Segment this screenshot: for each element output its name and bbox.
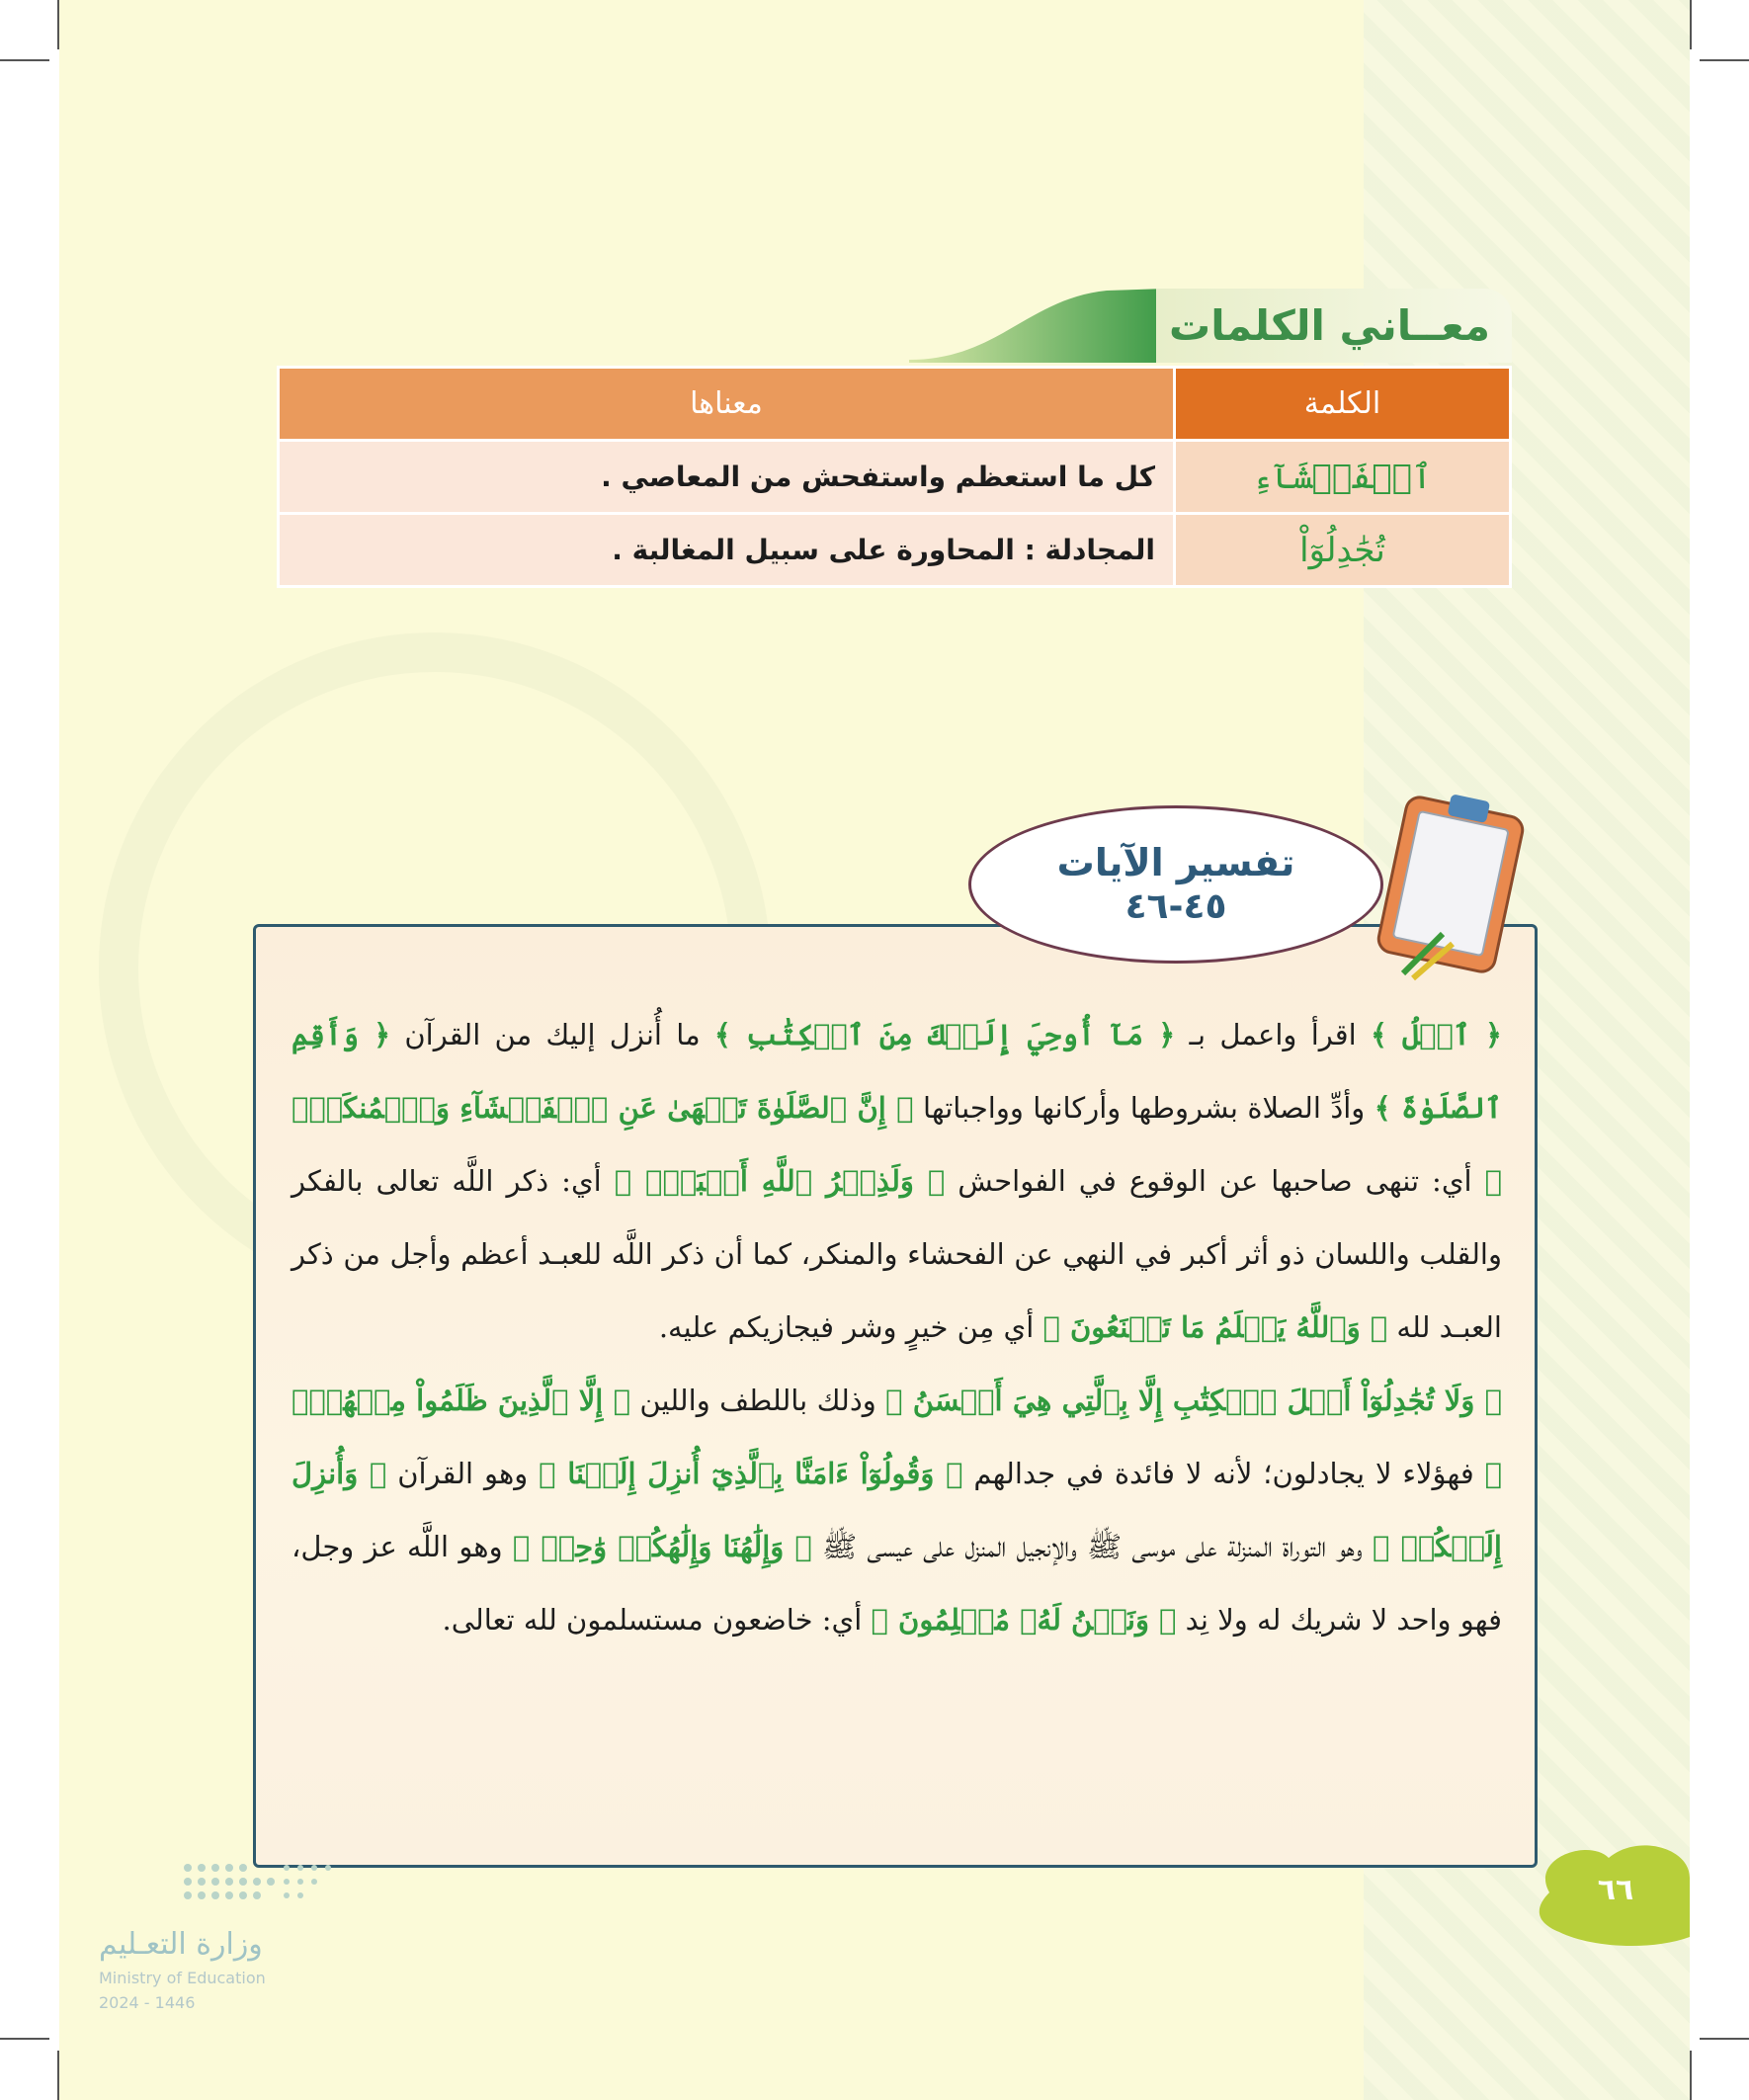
verse: ﴿ مَآ أُوحِيَ إِلَيۡكَ مِنَ ٱلۡكِتَٰبِ ﴾ <box>713 1018 1176 1051</box>
verse: ﴿ إِنَّ ٱلصَّلَوٰةَ تَنۡهَىٰ عَنِ ٱلۡفَحۡشَآءِ وَٱلۡمُنكَرِۗ ﴾ <box>292 1091 1503 1198</box>
meanings-table <box>277 366 1512 588</box>
verse: ﴿ وَأَقِمِ ٱلصَّلَوٰةَ ﴾ <box>292 1018 1502 1125</box>
ministry-logo-icon <box>178 1858 356 1907</box>
explanation: أي: ذكر اللَّه تعالى بالفكر والقلب واللسان ذو أثر أكبر في النهي عن الفحشاء والمنكر، كما أن ذكر اللَّه للعبـد أعظم وأجل من ذكر العبـد لله <box>292 1164 1502 1344</box>
tafsir-range: ٤٥-٤٦ <box>1124 886 1227 927</box>
explanation: وهو القرآن <box>386 1457 540 1490</box>
crop-mark <box>1690 0 1692 49</box>
ministry-name-en: Ministry of Education <box>99 1969 266 1987</box>
tafsir-title <box>968 805 1383 964</box>
verse: ﴿ وَقُولُوٓاْ ءَامَنَّا بِٱلَّذِيٓ أُنزِلَ إِلَيۡنَا ﴾ <box>539 1457 963 1490</box>
ministry-name-ar: وزارة التعـليم <box>99 1927 263 1962</box>
explanation: وأدِّ الصلاة بشروطها وأركانها وواجباتها <box>913 1091 1374 1125</box>
crop-mark <box>57 2051 59 2100</box>
header-meaning: معناها <box>279 368 1175 441</box>
meaning-cell: كل ما استعظم واستفحش من المعاصي . <box>279 441 1175 514</box>
crop-mark <box>0 59 49 61</box>
verse: ﴿ وَنَحۡنُ لَهُۥ مُسۡلِمُونَ ﴾ <box>871 1603 1177 1637</box>
verse: ﴿ وَلَذِكۡرُ ٱللَّهِ أَكۡبَرُۗ ﴾ <box>614 1164 946 1198</box>
explanation: أي: خاضعون مستسلمون لله تعالى. <box>442 1603 872 1637</box>
table-row <box>279 441 1511 514</box>
meanings-title: معــاني الكلمات <box>1156 289 1512 363</box>
tafsir-text <box>292 998 1502 1656</box>
crop-mark <box>0 2038 49 2040</box>
verse: ﴿ ٱتۡلُ ﴾ <box>1370 1018 1502 1051</box>
word-cell: ٱلۡفَحۡشَآءِ <box>1175 441 1511 514</box>
ministry-year: 2024 - 1446 <box>99 1993 196 2012</box>
explanation: أي مِن خيرٍ وشر فيجازيكم عليه. <box>658 1310 1043 1344</box>
explanation: اقرأ واعمل بـ <box>1175 1018 1371 1051</box>
verse: ﴿ وَلَا تُجَٰدِلُوٓاْ أَهۡلَ ٱلۡكِتَٰبِ إِلَّا بِٱلَّتِي هِيَ أَحۡسَنُ ﴾ <box>885 1384 1502 1417</box>
verse: ﴿ وَأُنزِلَ إِلَيۡكُمۡ ﴾ <box>292 1457 1502 1563</box>
verse: ﴿ إِلَّا ٱلَّذِينَ ظَلَمُواْ مِنۡهُمۡۖ ﴾ <box>292 1384 1503 1490</box>
explanation: أي: تنهى صاحبها عن الوقوع في الفواحش <box>945 1164 1485 1198</box>
tafsir-paragraph-1 <box>292 998 1502 1364</box>
verse: ﴿ وَإِلَٰهُنَا وَإِلَٰهُكُمۡ وَٰحِدٞ ﴾ <box>512 1530 812 1563</box>
verse: ﴿ وَٱللَّهُ يَعۡلَمُ مَا تَصۡنَعُونَ ﴾ <box>1042 1310 1388 1344</box>
explanation: فهؤلاء لا يجادلون؛ لأنه لا فائدة في جدالهم <box>962 1457 1485 1490</box>
word-cell: تُجَٰدِلُوٓاْ <box>1175 514 1511 587</box>
crop-mark <box>1700 2038 1749 2040</box>
explanation: وذلك باللطف واللين <box>630 1384 886 1417</box>
crop-mark <box>57 0 59 49</box>
crop-mark <box>1700 59 1749 61</box>
crop-mark <box>1690 2051 1692 2100</box>
page-number: ٦٦ <box>1597 1873 1634 1907</box>
header-word: الكلمة <box>1175 368 1511 441</box>
explanation: ما أُنزل إليك من القرآن <box>390 1018 714 1051</box>
header-leaf-icon <box>909 289 1166 363</box>
explanation: وهو التوراة المنزلة على موسى ﷺ والإنجيل المنزل على عيسى ﷺ <box>811 1530 1373 1563</box>
meaning-cell: المجادلة : المحاورة على سبيل المغالبة . <box>279 514 1175 587</box>
table-row <box>279 514 1511 587</box>
tafsir-paragraph-2 <box>292 1364 1502 1656</box>
meanings-header <box>909 289 1512 363</box>
tafsir-title-text: تفسير الآيات <box>1056 841 1295 884</box>
explanation: وهو اللَّه عز وجل، فهو واحد لا شريك له ولا نِد <box>292 1530 1502 1637</box>
clipboard-icon <box>1374 786 1532 983</box>
